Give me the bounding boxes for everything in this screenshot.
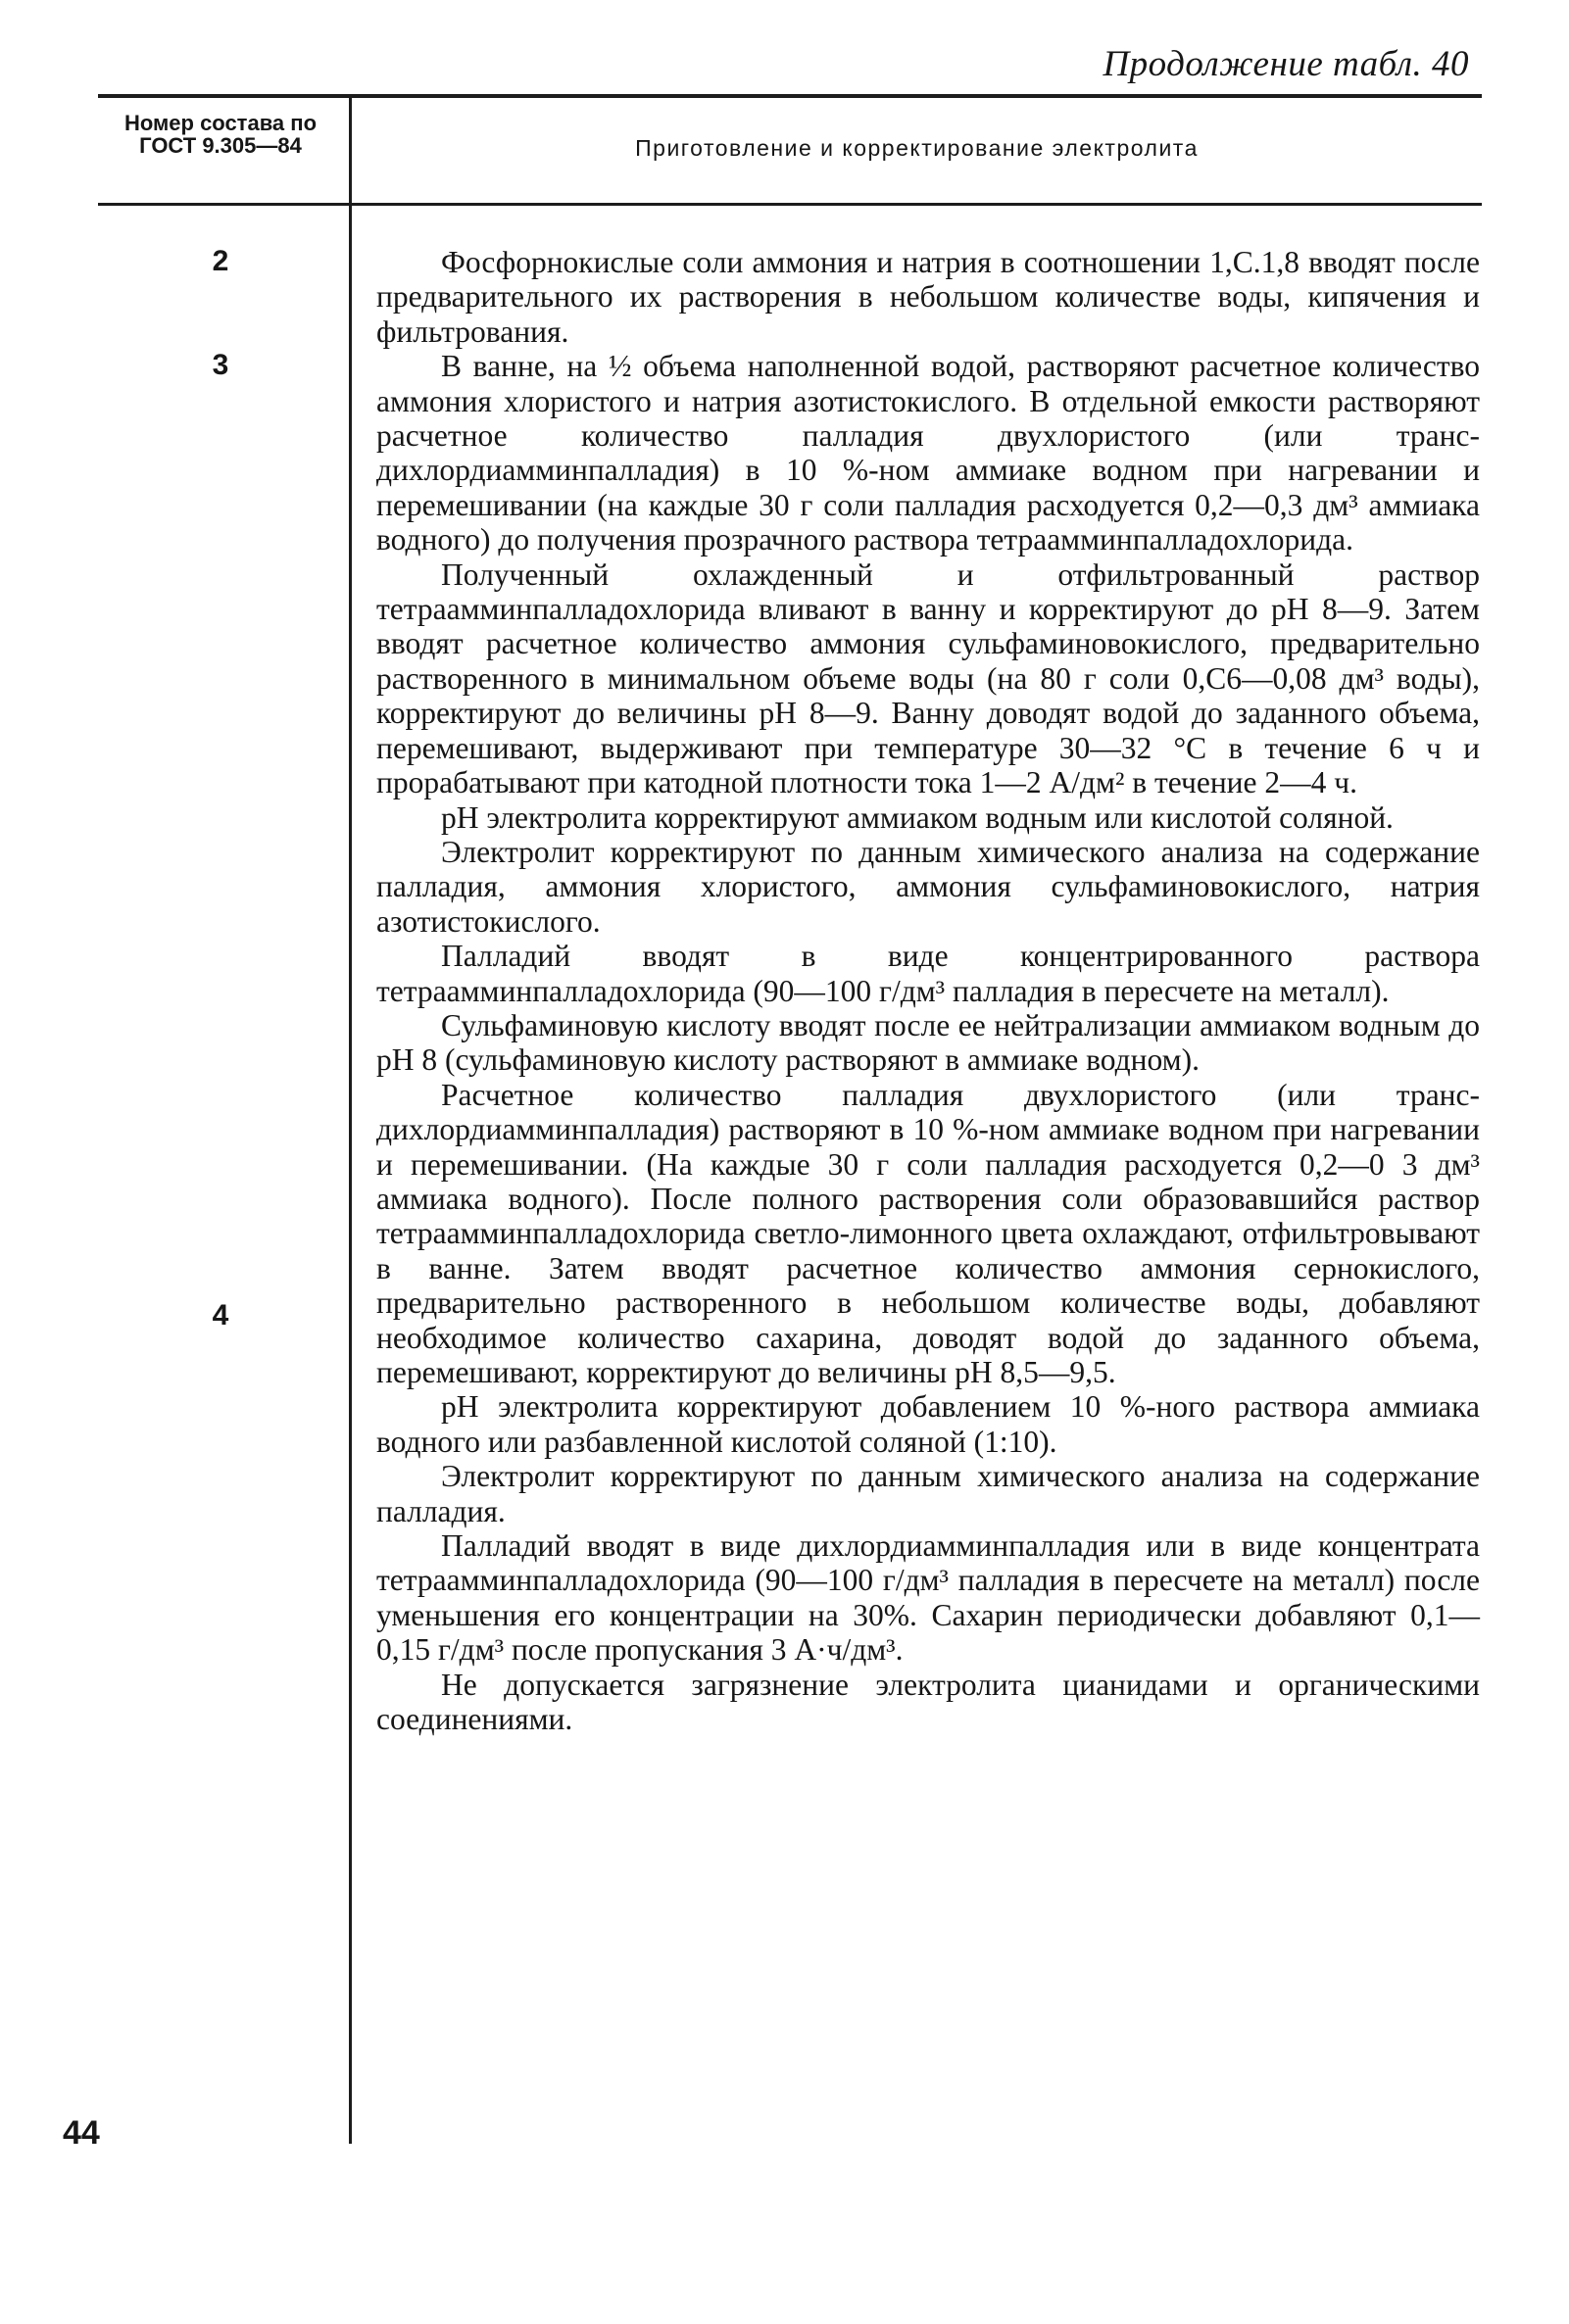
paragraph: Электролит корректируют по данным химического анализа на содержание палладия.: [376, 1459, 1480, 1528]
header-composition-number: Номер состава по ГОСТ 9.305—84: [123, 111, 318, 158]
row-number: 4: [212, 1299, 229, 1331]
table-top-rule: [98, 94, 1482, 98]
continuation-title: Продолжение табл. 40: [1103, 44, 1469, 84]
paragraph: Палладий вводят в виде дихлордиамминпалладия или в виде концентрата тетраамминпалладохлорида (90—100 г/дм³ палладия в пересчете на металл) после уменьшения его концентрации на 30%. Сахарин периодически добавляют 0,1—0,15 г/дм³ после пропускания 3 А·ч/дм³.: [376, 1528, 1480, 1668]
row-number: 3: [212, 349, 229, 381]
header-bottom-rule: [98, 203, 1482, 206]
column-divider: [349, 98, 352, 2144]
paragraph: pH электролита корректируют добавлением 10 %-ного раствора аммиака водного или разбавленной кислотой соляной (1:10).: [376, 1389, 1480, 1459]
page-number: 44: [63, 2114, 100, 2152]
paragraph: pH электролита корректируют аммиаком водным или кислотой соляной.: [441, 799, 1394, 835]
paragraph: Электролит корректируют по данным химического анализа на содержание палладия, аммония хлористого, аммония сульфаминовокислого, натрия азотистокислого.: [376, 834, 1480, 939]
row-number: 2: [212, 245, 229, 277]
header-preparation: Приготовление и корректирование электролита: [635, 135, 1199, 161]
paragraph: В ванне, на ½ объема наполненной водой, растворяют расчетное количество аммония хлористого и натрия азотистокислого. В отдельной емкости растворяют расчетное количество палладия двухлористого (или транс-дихлордиамминпалладия) в 10 %-ном аммиаке водном при нагревании и перемешивании (на каждые 30 г соли палладия расходуется 0,2—0,3 дм³ аммиака водного) до получения прозрачного раствора тетраамминпалладохлорида.: [376, 349, 1480, 557]
preparation-text: [376, 245, 1480, 1736]
paragraph: Палладий вводят в виде концентрированного раствора тетраамминпалладохлорида (90—100 г/дм³ палладия в пересчете на металл).: [376, 939, 1480, 1008]
paragraph: Расчетное количество палладия двухлористого (или транс-дихлордиамминпалладия) растворяют в 10 %-ном аммиаке водном при нагревании и перемешивании. (На каждые 30 г соли палладия расходуется 0,2—0 3 дм³ аммиака водного). После полного растворения соли образовавшийся раствор тетраамминпалладохлорида светло-лимонного цвета охлаждают, отфильтровывают в ванне. Затем вводят расчетное количество аммония сернокислого, предварительно растворенного в небольшом количестве воды, добавляют необходимое количество сахарина, доводят водой до заданного объема, перемешивают, корректируют до величины pH 8,5—9,5.: [376, 1077, 1480, 1389]
paragraph: Сульфаминовую кислоту вводят после ее нейтрализации аммиаком водным до pH 8 (сульфаминовую кислоту растворяют в аммиаке водном).: [376, 1007, 1480, 1078]
paragraph: Не допускается загрязнение электролита цианидами и органическими соединениями.: [376, 1667, 1480, 1737]
paragraph: Полученный охлажденный и отфильтрованный раствор тетраамминпалладохлорида вливают в ванну и корректируют до pH 8—9. Затем вводят расчетное количество аммония сульфаминовокислого, предварительно растворенного в минимальном объеме воды (на 80 г соли 0,С6—0,08 дм³ воды), корректируют до величины pH 8—9. Ванну доводят водой до заданного объема, перемешивают, выдерживают при температуре 30—32 °С в течение 6 ч и прорабатывают при катодной плотности тока 1—2 А/дм² в течение 2—4 ч.: [376, 557, 1480, 800]
paragraph: Фосфорнокислые соли аммония и натрия в соотношении 1,С.1,8 вводят после предварительного их растворения в небольшом количестве воды, кипячения и фильтрования.: [376, 245, 1480, 349]
